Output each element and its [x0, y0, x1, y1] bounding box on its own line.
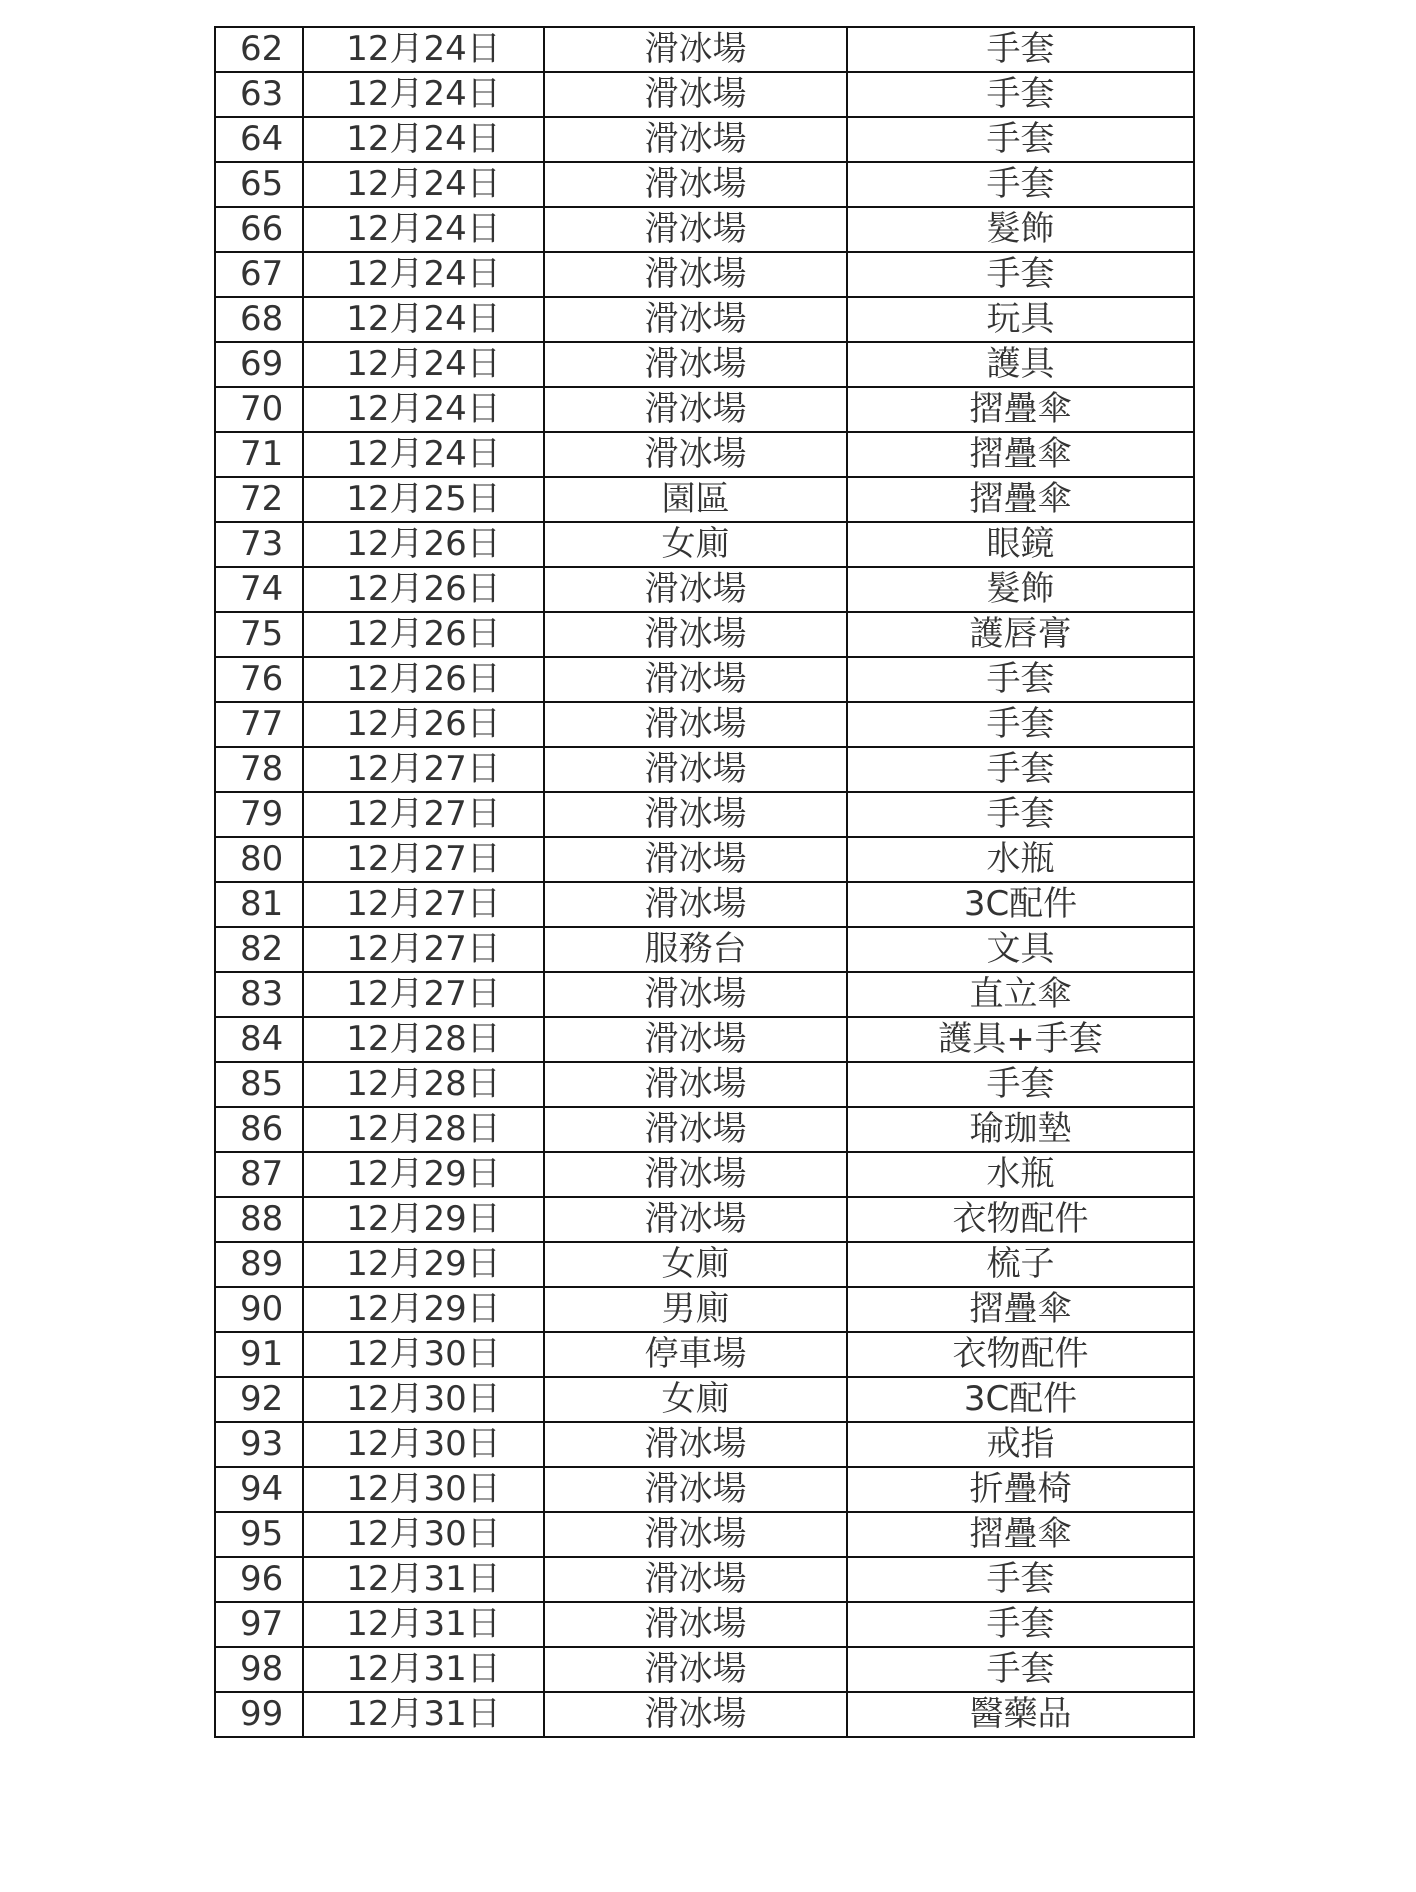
- table-row: [215, 882, 1194, 927]
- item-cell: 髮飾: [847, 207, 1194, 252]
- date-cell: 12月30日: [303, 1332, 544, 1377]
- table-row: [215, 567, 1194, 612]
- table-row: [215, 387, 1194, 432]
- location-cell: 女廁: [544, 1242, 847, 1287]
- row-number-cell: 99: [215, 1692, 303, 1737]
- item-cell: 手套: [847, 657, 1194, 702]
- date-cell: 12月26日: [303, 567, 544, 612]
- date-cell: 12月24日: [303, 27, 544, 72]
- row-number-cell: 95: [215, 1512, 303, 1557]
- table-row: [215, 1512, 1194, 1557]
- table-row: [215, 702, 1194, 747]
- item-cell: 髮飾: [847, 567, 1194, 612]
- date-cell: 12月24日: [303, 117, 544, 162]
- table-row: [215, 1107, 1194, 1152]
- row-number-cell: 90: [215, 1287, 303, 1332]
- item-cell: 戒指: [847, 1422, 1194, 1467]
- table-row: [215, 792, 1194, 837]
- table-row: [215, 477, 1194, 522]
- date-cell: 12月30日: [303, 1467, 544, 1512]
- date-cell: 12月24日: [303, 162, 544, 207]
- item-cell: 手套: [847, 1557, 1194, 1602]
- row-number-cell: 62: [215, 27, 303, 72]
- table-row: [215, 1242, 1194, 1287]
- date-cell: 12月31日: [303, 1647, 544, 1692]
- location-cell: 滑冰場: [544, 207, 847, 252]
- location-cell: 滑冰場: [544, 27, 847, 72]
- location-cell: 滑冰場: [544, 72, 847, 117]
- location-cell: 女廁: [544, 522, 847, 567]
- table-row: [215, 1287, 1194, 1332]
- date-cell: 12月27日: [303, 747, 544, 792]
- date-cell: 12月24日: [303, 342, 544, 387]
- location-cell: 滑冰場: [544, 297, 847, 342]
- row-number-cell: 79: [215, 792, 303, 837]
- item-cell: 文具: [847, 927, 1194, 972]
- date-cell: 12月28日: [303, 1107, 544, 1152]
- row-number-cell: 75: [215, 612, 303, 657]
- row-number-cell: 82: [215, 927, 303, 972]
- item-cell: 瑜珈墊: [847, 1107, 1194, 1152]
- location-cell: 男廁: [544, 1287, 847, 1332]
- item-cell: 護唇膏: [847, 612, 1194, 657]
- location-cell: 滑冰場: [544, 702, 847, 747]
- row-number-cell: 64: [215, 117, 303, 162]
- date-cell: 12月31日: [303, 1602, 544, 1647]
- date-cell: 12月29日: [303, 1152, 544, 1197]
- lost-items-table: [214, 26, 1195, 1738]
- item-cell: 梳子: [847, 1242, 1194, 1287]
- date-cell: 12月27日: [303, 837, 544, 882]
- table-row: [215, 162, 1194, 207]
- location-cell: 滑冰場: [544, 1017, 847, 1062]
- item-cell: 折疊椅: [847, 1467, 1194, 1512]
- row-number-cell: 70: [215, 387, 303, 432]
- location-cell: 滑冰場: [544, 1647, 847, 1692]
- item-cell: 護具: [847, 342, 1194, 387]
- item-cell: 摺疊傘: [847, 1512, 1194, 1557]
- table-row: [215, 927, 1194, 972]
- location-cell: 滑冰場: [544, 1062, 847, 1107]
- location-cell: 滑冰場: [544, 1557, 847, 1602]
- table-row: [215, 1017, 1194, 1062]
- row-number-cell: 74: [215, 567, 303, 612]
- item-cell: 摺疊傘: [847, 1287, 1194, 1332]
- location-cell: 滑冰場: [544, 117, 847, 162]
- location-cell: 滑冰場: [544, 612, 847, 657]
- location-cell: 園區: [544, 477, 847, 522]
- table-row: [215, 612, 1194, 657]
- table-row: [215, 252, 1194, 297]
- location-cell: 滑冰場: [544, 837, 847, 882]
- table-row: [215, 657, 1194, 702]
- date-cell: 12月29日: [303, 1287, 544, 1332]
- location-cell: 滑冰場: [544, 882, 847, 927]
- date-cell: 12月24日: [303, 72, 544, 117]
- date-cell: 12月30日: [303, 1422, 544, 1467]
- location-cell: 滑冰場: [544, 972, 847, 1017]
- location-cell: 滑冰場: [544, 1467, 847, 1512]
- row-number-cell: 96: [215, 1557, 303, 1602]
- row-number-cell: 84: [215, 1017, 303, 1062]
- date-cell: 12月30日: [303, 1512, 544, 1557]
- row-number-cell: 81: [215, 882, 303, 927]
- row-number-cell: 83: [215, 972, 303, 1017]
- row-number-cell: 76: [215, 657, 303, 702]
- date-cell: 12月28日: [303, 1017, 544, 1062]
- item-cell: 護具+手套: [847, 1017, 1194, 1062]
- location-cell: 女廁: [544, 1377, 847, 1422]
- row-number-cell: 89: [215, 1242, 303, 1287]
- table-row: [215, 972, 1194, 1017]
- row-number-cell: 73: [215, 522, 303, 567]
- item-cell: 玩具: [847, 297, 1194, 342]
- location-cell: 滑冰場: [544, 1602, 847, 1647]
- date-cell: 12月28日: [303, 1062, 544, 1107]
- table-row: [215, 297, 1194, 342]
- location-cell: 滑冰場: [544, 567, 847, 612]
- location-cell: 滑冰場: [544, 1152, 847, 1197]
- table-row: [215, 1602, 1194, 1647]
- item-cell: 手套: [847, 1062, 1194, 1107]
- row-number-cell: 86: [215, 1107, 303, 1152]
- item-cell: 衣物配件: [847, 1332, 1194, 1377]
- location-cell: 滑冰場: [544, 792, 847, 837]
- date-cell: 12月26日: [303, 522, 544, 567]
- date-cell: 12月31日: [303, 1692, 544, 1737]
- item-cell: 手套: [847, 117, 1194, 162]
- item-cell: 手套: [847, 702, 1194, 747]
- location-cell: 滑冰場: [544, 1692, 847, 1737]
- item-cell: 手套: [847, 252, 1194, 297]
- row-number-cell: 77: [215, 702, 303, 747]
- location-cell: 滑冰場: [544, 657, 847, 702]
- date-cell: 12月26日: [303, 657, 544, 702]
- date-cell: 12月27日: [303, 792, 544, 837]
- table-row: [215, 1377, 1194, 1422]
- item-cell: 手套: [847, 162, 1194, 207]
- table-row: [215, 837, 1194, 882]
- location-cell: 滑冰場: [544, 432, 847, 477]
- date-cell: 12月24日: [303, 297, 544, 342]
- table-row: [215, 207, 1194, 252]
- date-cell: 12月29日: [303, 1242, 544, 1287]
- item-cell: 水瓶: [847, 1152, 1194, 1197]
- date-cell: 12月24日: [303, 387, 544, 432]
- row-number-cell: 94: [215, 1467, 303, 1512]
- row-number-cell: 65: [215, 162, 303, 207]
- item-cell: 手套: [847, 1602, 1194, 1647]
- table-row: [215, 1557, 1194, 1602]
- date-cell: 12月27日: [303, 927, 544, 972]
- location-cell: 滑冰場: [544, 1422, 847, 1467]
- item-cell: 手套: [847, 72, 1194, 117]
- date-cell: 12月30日: [303, 1377, 544, 1422]
- table-row: [215, 747, 1194, 792]
- item-cell: 手套: [847, 792, 1194, 837]
- row-number-cell: 68: [215, 297, 303, 342]
- date-cell: 12月24日: [303, 432, 544, 477]
- location-cell: 滑冰場: [544, 1107, 847, 1152]
- table-row: [215, 1332, 1194, 1377]
- row-number-cell: 71: [215, 432, 303, 477]
- date-cell: 12月26日: [303, 702, 544, 747]
- item-cell: 眼鏡: [847, 522, 1194, 567]
- item-cell: 水瓶: [847, 837, 1194, 882]
- row-number-cell: 87: [215, 1152, 303, 1197]
- date-cell: 12月27日: [303, 882, 544, 927]
- location-cell: 滑冰場: [544, 162, 847, 207]
- location-cell: 滑冰場: [544, 387, 847, 432]
- row-number-cell: 97: [215, 1602, 303, 1647]
- date-cell: 12月26日: [303, 612, 544, 657]
- table-row: [215, 1197, 1194, 1242]
- item-cell: 摺疊傘: [847, 477, 1194, 522]
- location-cell: 滑冰場: [544, 1197, 847, 1242]
- table-row: [215, 117, 1194, 162]
- item-cell: 3C配件: [847, 1377, 1194, 1422]
- row-number-cell: 63: [215, 72, 303, 117]
- table-row: [215, 72, 1194, 117]
- row-number-cell: 98: [215, 1647, 303, 1692]
- location-cell: 滑冰場: [544, 747, 847, 792]
- table-row: [215, 1152, 1194, 1197]
- location-cell: 滑冰場: [544, 1512, 847, 1557]
- date-cell: 12月31日: [303, 1557, 544, 1602]
- item-cell: 衣物配件: [847, 1197, 1194, 1242]
- table-body: [215, 27, 1194, 1737]
- date-cell: 12月24日: [303, 207, 544, 252]
- date-cell: 12月29日: [303, 1197, 544, 1242]
- location-cell: 服務台: [544, 927, 847, 972]
- row-number-cell: 85: [215, 1062, 303, 1107]
- row-number-cell: 93: [215, 1422, 303, 1467]
- table-row: [215, 1647, 1194, 1692]
- row-number-cell: 80: [215, 837, 303, 882]
- row-number-cell: 67: [215, 252, 303, 297]
- item-cell: 摺疊傘: [847, 387, 1194, 432]
- table-row: [215, 1422, 1194, 1467]
- row-number-cell: 72: [215, 477, 303, 522]
- row-number-cell: 88: [215, 1197, 303, 1242]
- table-row: [215, 1062, 1194, 1107]
- item-cell: 摺疊傘: [847, 432, 1194, 477]
- item-cell: 手套: [847, 1647, 1194, 1692]
- row-number-cell: 92: [215, 1377, 303, 1422]
- row-number-cell: 66: [215, 207, 303, 252]
- location-cell: 滑冰場: [544, 252, 847, 297]
- row-number-cell: 69: [215, 342, 303, 387]
- date-cell: 12月25日: [303, 477, 544, 522]
- item-cell: 醫藥品: [847, 1692, 1194, 1737]
- location-cell: 停車場: [544, 1332, 847, 1377]
- item-cell: 手套: [847, 747, 1194, 792]
- table-row: [215, 432, 1194, 477]
- table-row: [215, 1467, 1194, 1512]
- table-row: [215, 27, 1194, 72]
- item-cell: 3C配件: [847, 882, 1194, 927]
- row-number-cell: 91: [215, 1332, 303, 1377]
- date-cell: 12月27日: [303, 972, 544, 1017]
- table-row: [215, 342, 1194, 387]
- table-row: [215, 522, 1194, 567]
- item-cell: 直立傘: [847, 972, 1194, 1017]
- row-number-cell: 78: [215, 747, 303, 792]
- table-row: [215, 1692, 1194, 1737]
- date-cell: 12月24日: [303, 252, 544, 297]
- item-cell: 手套: [847, 27, 1194, 72]
- location-cell: 滑冰場: [544, 342, 847, 387]
